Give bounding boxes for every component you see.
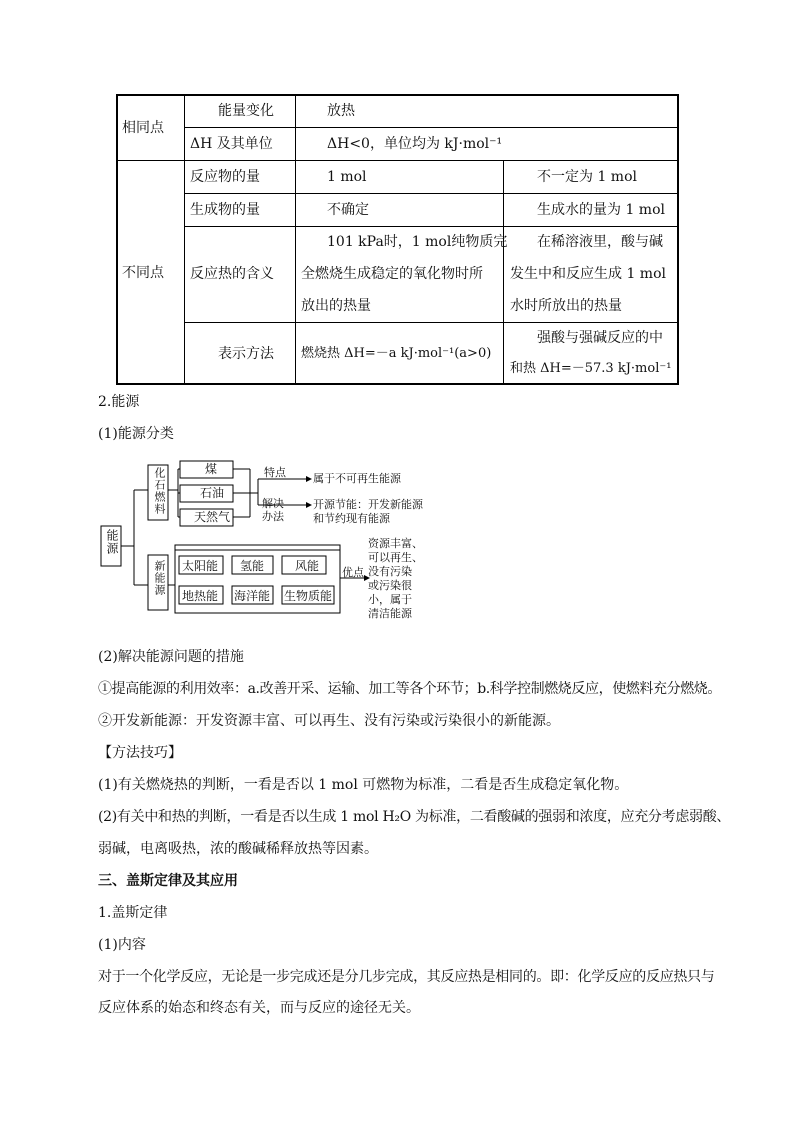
meaning-combustion-line: 放出的热量 — [301, 298, 371, 314]
same-label: 相同点 — [122, 120, 164, 136]
fossil-fuel-label: 化石燃料 — [153, 467, 166, 515]
hess-law-heading: 1.盖斯定律 — [98, 905, 168, 921]
advantage-line: 可以再生、 — [368, 551, 423, 564]
dh-unit-value: ΔH<0，单位均为 kJ·mol⁻¹ — [327, 136, 503, 152]
tip-2-line2: 弱碱，电离吸热，浓的酸碱稀释放热等因素。 — [98, 841, 378, 857]
new-energy-item: 氢能 — [240, 559, 265, 573]
energy-measures-heading: (2)解决能源问题的措施 — [98, 649, 244, 665]
hess-paragraph-line2: 反应体系的始态和终态有关，而与反应的途径无关。 — [98, 1000, 420, 1016]
new-energy-item: 生物质能 — [284, 589, 333, 603]
reactant-neutralization: 不一定为 1 mol — [537, 169, 637, 185]
advantage-label: 优点 — [342, 566, 364, 579]
expression-label: 表示方法 — [218, 346, 274, 362]
hess-content-label: (1)内容 — [98, 937, 146, 953]
solution-text-line2: 和节约现有能源 — [313, 512, 390, 525]
hess-section-heading: 三、盖斯定律及其应用 — [98, 873, 238, 889]
coal-label: 煤 — [205, 462, 218, 476]
expression-neutralization-line: 和热 ΔH=－57.3 kJ·mol⁻¹ — [510, 361, 672, 376]
new-energy-item: 风能 — [295, 559, 320, 573]
product-neutralization: 生成水的量为 1 mol — [537, 202, 665, 218]
expression-combustion: 燃烧热 ΔH=－a kJ·mol⁻¹(a>0) — [301, 346, 492, 361]
advantage-line: 没有污染 — [368, 565, 412, 578]
feature-label: 特点 — [264, 466, 286, 479]
product-label: 生成物的量 — [190, 202, 260, 218]
advantage-line: 资源丰富、 — [368, 537, 423, 550]
hess-paragraph-line1: 对于一个化学反应，无论是一步完成还是分几步完成，其反应热是相同的。即：化学反应的反应热只与 — [98, 969, 715, 985]
energy-heading: 2.能源 — [98, 394, 140, 410]
meaning-neutralization-line: 在稀溶液里，酸与碱 — [537, 234, 663, 250]
solution-text-line1: 开源节能：开发新能源 — [313, 498, 423, 511]
new-energy-item: 地热能 — [182, 589, 219, 603]
oil-label: 石油 — [200, 486, 225, 500]
meaning-combustion-line: 全燃烧生成稳定的氧化物时所 — [301, 266, 483, 282]
advantage-line: 小，属于 — [368, 593, 412, 606]
advantage-line: 清洁能源 — [368, 607, 412, 620]
advantage-text — [368, 537, 423, 621]
new-energy-item: 海洋能 — [234, 589, 271, 603]
expression-neutralization-line: 强酸与强碱反应的中 — [537, 330, 663, 346]
meaning-neutralization-line: 水时所放出的热量 — [510, 298, 622, 314]
measure-2: ②开发新能源：开发资源丰富、可以再生、没有污染或污染很小的新能源。 — [98, 713, 560, 729]
meaning-neutralization-line: 发生中和反应生成 1 mol — [510, 266, 666, 282]
feature-text: 属于不可再生能源 — [313, 472, 401, 485]
dh-unit-label: ΔH 及其单位 — [190, 136, 273, 152]
gas-label: 天然气 — [194, 510, 231, 524]
new-energy-label: 新能源 — [153, 560, 166, 596]
energy-classification-heading: (1)能源分类 — [98, 426, 174, 442]
diff-label: 不同点 — [122, 265, 164, 281]
solution-label: 解决办法 — [262, 497, 284, 523]
energy-change-label: 能量变化 — [218, 103, 274, 119]
meaning-label: 反应热的含义 — [190, 266, 274, 282]
energy-change-value: 放热 — [327, 103, 355, 119]
advantage-line: 或污染很 — [368, 579, 412, 592]
product-combustion: 不确定 — [327, 202, 369, 218]
meaning-combustion-line: 101 kPa时，1 mol纯物质完 — [327, 234, 508, 250]
reactant-combustion: 1 mol — [327, 169, 367, 185]
new-energy-item: 太阳能 — [182, 559, 219, 573]
root-energy-label: 能源 — [105, 529, 119, 555]
method-tips-heading: 【方法技巧】 — [98, 745, 182, 761]
measure-1: ①提高能源的利用效率：a.改善开采、运输、加工等各个环节；b.科学控制燃烧反应，使燃料充分燃烧。 — [98, 681, 722, 697]
reactant-label: 反应物的量 — [190, 169, 260, 185]
tip-2-line1: (2)有关中和热的判断，一看是否以生成 1 mol H₂O 为标准，二看酸碱的强弱和浓度，应充分考虑弱酸、 — [98, 809, 731, 825]
tip-1: (1)有关燃烧热的判断，一看是否以 1 mol 可燃物为标准，二看是否生成稳定氧化物。 — [98, 777, 629, 793]
